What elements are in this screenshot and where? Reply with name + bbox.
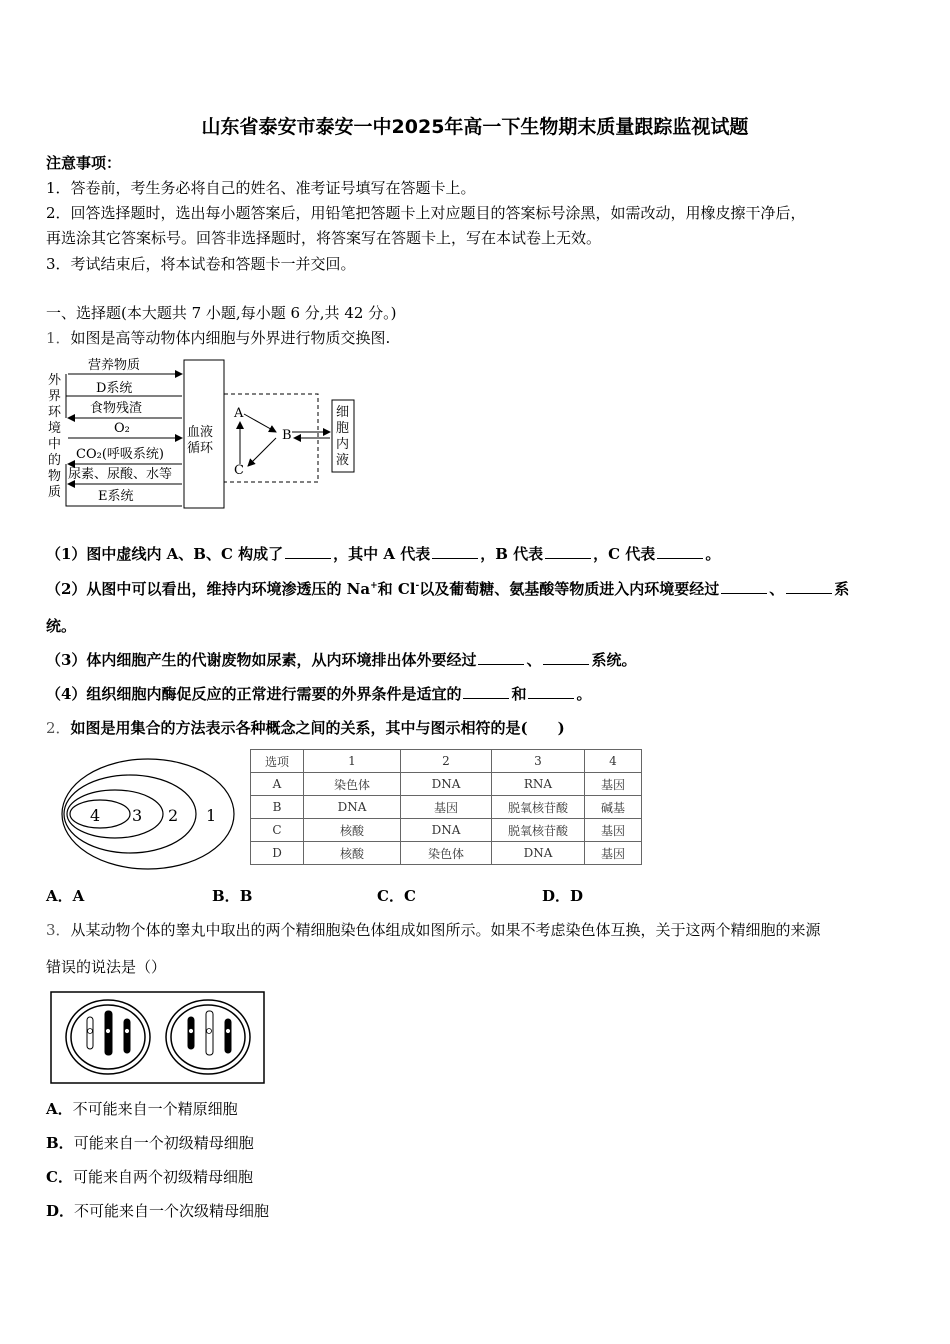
q2-option-a[interactable]: A．A [46,887,85,905]
question-1-stem: 1．如图是高等动物体内细胞与外界进行物质交换图. [46,329,391,347]
row-label-e-system: E系统 [98,489,134,504]
question-2-stem: 2．如图是用集合的方法表示各种概念之间的关系，其中与图示相符的是( ) [46,719,565,737]
options-table [250,749,642,865]
circle-label-3: 3 [132,806,143,825]
table-row: A 染色体 DNA RNA 基因 [251,773,642,796]
question-1-sub-2-cont: 统。 [46,617,77,635]
table-row: C 核酸 DNA 脱氧核苷酸 基因 [251,819,642,842]
q2-option-b[interactable]: B．B [212,887,253,905]
table-row: D 核酸 染色体 DNA 基因 [251,842,642,865]
table-row: 选项 1 2 3 4 [251,750,642,773]
label-b: B [282,428,292,443]
question-1-sub-1: （1）图中虚线内 A、B、C 构成了 ，其中 A 代表 ，B 代表 ，C 代表 。 [46,545,721,563]
cell-char: 液 [336,453,350,468]
blood-label: 血液 [187,425,214,440]
outside-char: 质 [48,485,62,500]
sperm-cells-figure [50,991,266,1085]
question-1-sub-3: （3）体内细胞产生的代谢废物如尿素，从内环境排出体外要经过 、 系统。 [46,651,637,669]
answer-blank[interactable] [786,579,832,594]
outside-char: 境 [48,421,62,436]
cell-char: 内 [336,437,350,452]
outside-char: 外 [48,373,62,388]
row-label-oxygen: O₂ [114,421,130,436]
label-c: C [234,463,244,478]
outside-char: 界 [48,389,62,404]
row-label-nutrients: 营养物质 [88,358,141,373]
answer-blank[interactable] [528,684,574,699]
row-label-urea: 尿素、尿酸、水等 [68,467,173,482]
row-label-co2: CO₂(呼吸系统) [76,447,164,462]
outside-char: 中 [48,437,62,452]
cell-char: 胞 [336,421,350,436]
q3-option-d[interactable]: D．不可能来自一个次级精母细胞 [46,1202,270,1220]
question-1-sub-2: （2）从图中可以看出，维持内环境渗透压的 Na+和 Cl-以及葡萄糖、氨基酸等物质进入内环境要经过 、 系 [46,580,850,598]
q3-option-a[interactable]: A．不可能来自一个精原细胞 [46,1100,238,1118]
page-title: 山东省泰安市泰安一中2025年高一下生物期末质量跟踪监视试题 [201,116,749,138]
answer-blank[interactable] [721,579,767,594]
question-number: 1． [46,329,71,347]
answer-blank[interactable] [657,544,703,559]
question-1-sub-4: （4）组织细胞内酶促反应的正常进行需要的外界条件是适宜的 和 。 [46,685,592,703]
notice-item-3: 3．考试结束后，将本试卷和答题卡一并交回。 [46,255,356,273]
label-a: A [234,406,244,421]
notice-item-2-cont: 再选涂其它答案标号。回答非选择题时，将答案写在答题卡上，写在本试卷上无效。 [46,229,602,247]
answer-blank[interactable] [478,650,524,665]
q2-option-d[interactable]: D．D [542,887,584,905]
table-row: B DNA 基因 脱氧核苷酸 碱基 [251,796,642,819]
outside-char: 物 [48,469,62,484]
section-heading: 一、选择题(本大题共 7 小题,每小题 6 分,共 42 分。) [46,304,397,322]
q2-option-c[interactable]: C．C [377,887,416,905]
outside-char: 的 [48,453,62,468]
cell-char: 细 [336,405,350,420]
set-diagram [60,756,240,871]
notice-item-2: 2．回答选择题时，选出每小题答案后，用铅笔把答题卡上对应题目的答案标号涂黑，如需改动，用橡皮擦干净后， [46,204,806,222]
blood-label: 循环 [187,441,214,456]
answer-blank[interactable] [545,544,591,559]
notice-heading: 注意事项： [46,154,122,172]
circle-label-4: 4 [90,806,101,825]
row-label-d-system: D系统 [96,381,133,396]
circle-label-2: 2 [168,806,179,825]
answer-blank[interactable] [463,684,509,699]
row-label-food-residue: 食物残渣 [90,401,143,416]
circle-label-1: 1 [206,806,217,825]
answer-blank[interactable] [543,650,589,665]
notice-item-1: 1．答卷前，考生务必将自己的姓名、准考证号填写在答题卡上。 [46,179,476,197]
outside-char: 环 [48,405,62,420]
answer-blank[interactable] [285,544,331,559]
q3-option-c[interactable]: C．可能来自两个初级精母细胞 [46,1168,253,1186]
q3-option-b[interactable]: B．可能来自一个初级精母细胞 [46,1134,254,1152]
answer-blank[interactable] [432,544,478,559]
exchange-diagram [44,352,364,512]
question-3-stem-cont: 错误的说法是（） [46,958,167,976]
question-3-stem: 3．从某动物个体的睾丸中取出的两个精细胞染色体组成如图所示。如果不考虑染色体互换，关于这两个精细胞的来源 [46,921,821,939]
